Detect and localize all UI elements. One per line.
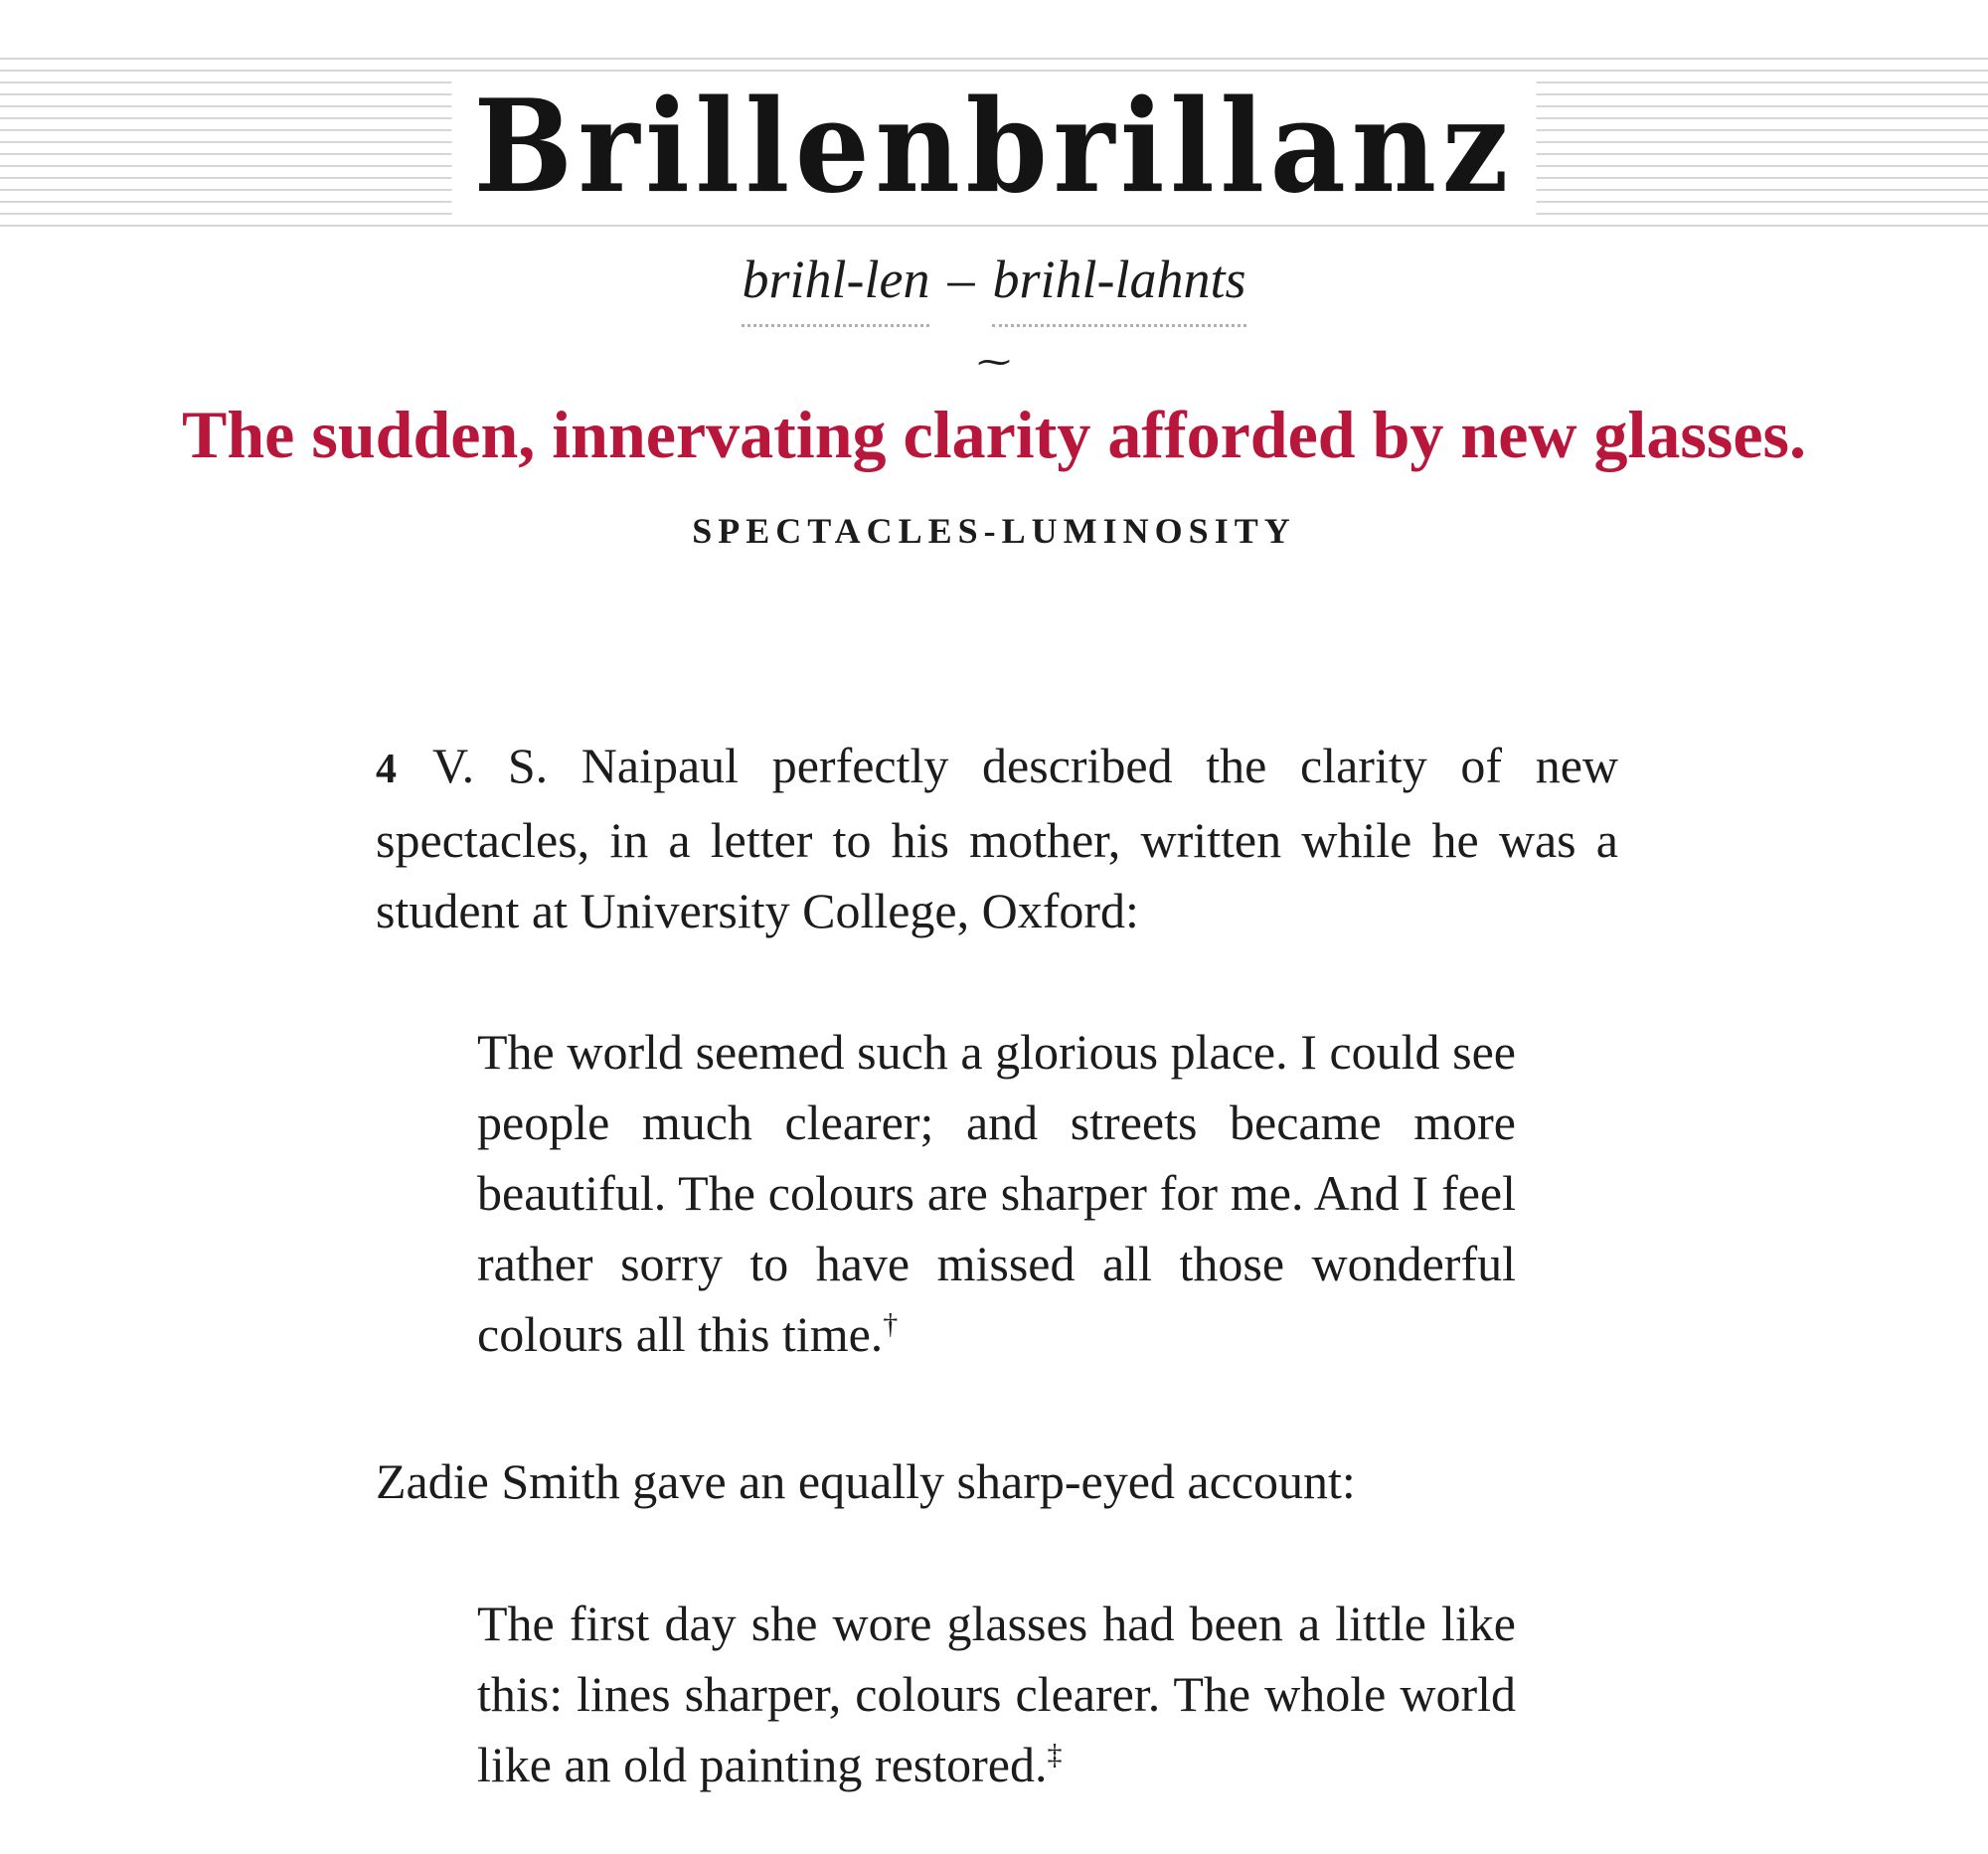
blockquote-smith (477, 1589, 1516, 1800)
headword-container (0, 58, 1988, 237)
pronunciation (0, 249, 1988, 327)
blockquote-naipaul-text: The world seemed such a glorious place. I could see people much clearer; and streets became more beautiful. The colours are sharper for me. And I feel rather sorry to have missed all those wonderful colours all this time. (477, 1024, 1516, 1362)
footnote-mark-dagger[interactable]: † (883, 1307, 899, 1341)
definition: The sudden, innervating clarity afforded by new glasses. (182, 397, 1806, 472)
footnote-mark-double-dagger[interactable]: ‡ (1047, 1738, 1063, 1771)
blockquote-naipaul (477, 1017, 1516, 1370)
literal-translation: SPECTACLES-LUMINOSITY (692, 511, 1296, 551)
headword-title: Brillenbrillanz (452, 73, 1537, 222)
paragraph-smith-text: Zadie Smith gave an equally sharp-eyed account: (376, 1453, 1356, 1509)
paragraph-smith (376, 1446, 1618, 1517)
blockquote-smith-text: The first day she wore glasses had been a little like this: lines sharper, colours clearer. The whole world like an old painting restored. (477, 1596, 1516, 1792)
note-number: 4 (376, 747, 397, 792)
pronunciation-part-1: brihl-len (742, 249, 929, 327)
paragraph-naipaul-text: V. S. Naipaul perfectly described the clarity of new spectacles, in a letter to his mother, written while he was a student at University College, Oxford: (376, 738, 1618, 938)
pronunciation-part-2: brihl-lahnts (992, 249, 1245, 327)
pronunciation-separator: – (947, 250, 975, 309)
paragraph-naipaul (376, 731, 1618, 946)
swash-ornament-icon: ⁓ (977, 344, 1011, 381)
